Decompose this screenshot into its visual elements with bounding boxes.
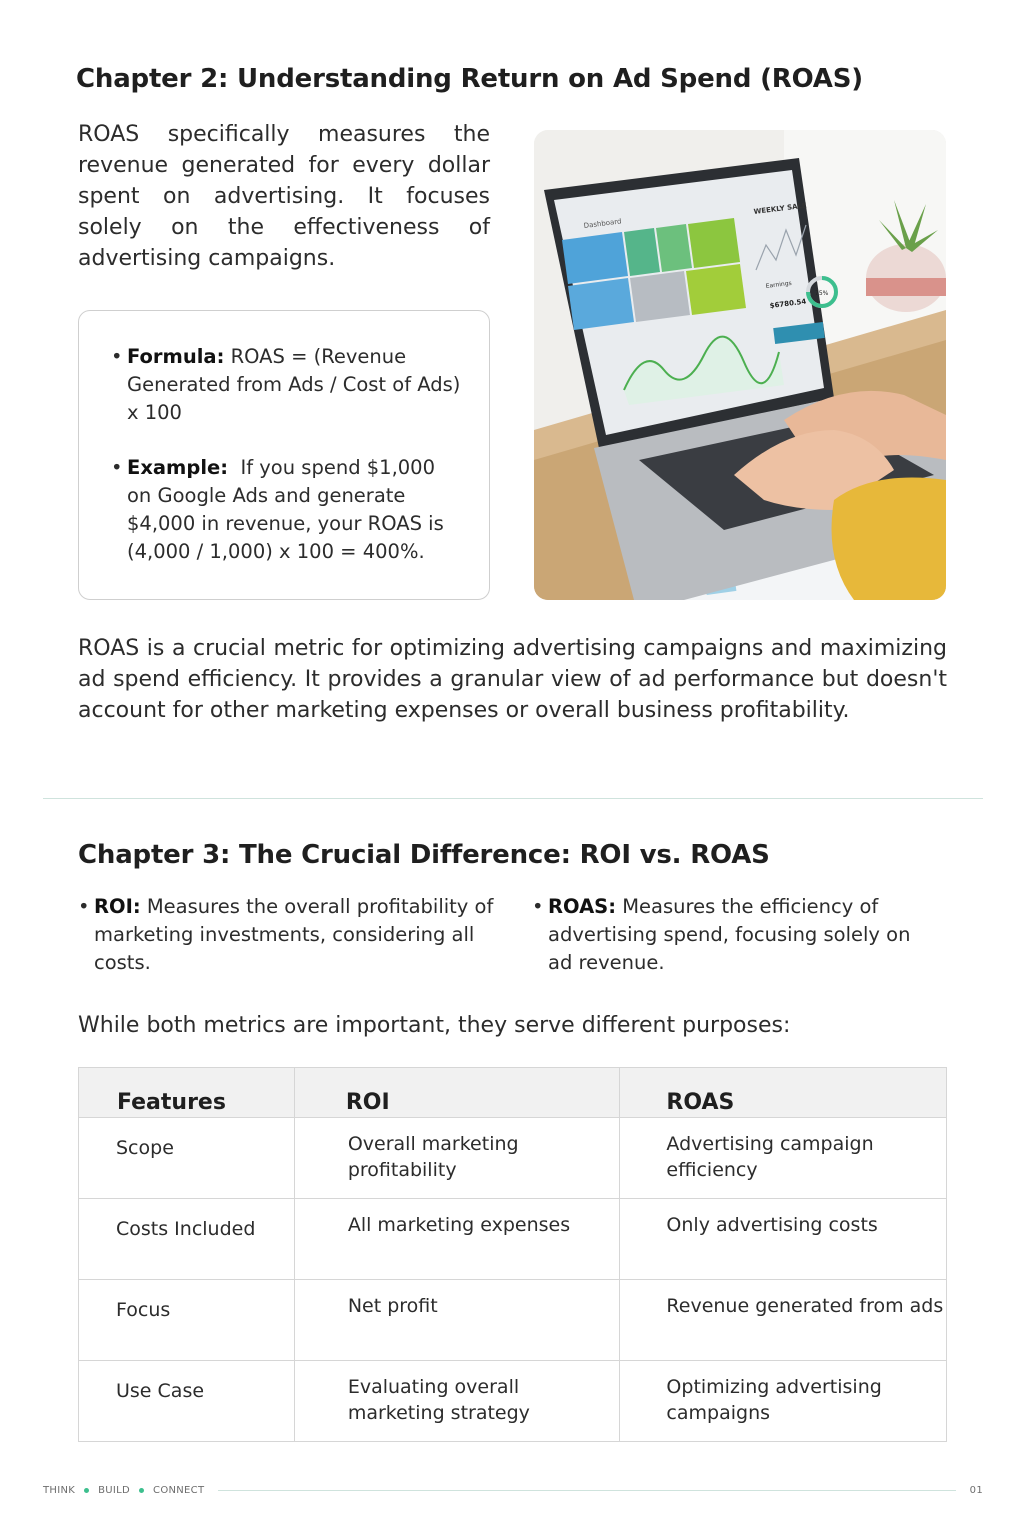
table-cell: Scope xyxy=(79,1118,295,1199)
yellow-sleeve xyxy=(832,478,947,601)
formula-bullet xyxy=(111,343,465,427)
bullet-dot: • xyxy=(111,456,123,479)
roi-definition xyxy=(78,893,498,977)
table-cell: Optimizing advertising campaigns xyxy=(620,1361,947,1442)
chapter-2-title: Chapter 2: Understanding Return on Ad Spend (ROAS) xyxy=(76,64,863,94)
header-features: Features xyxy=(79,1068,295,1118)
earnings-value: $6780.54 xyxy=(769,297,807,310)
table-header-row xyxy=(79,1068,947,1118)
page-footer xyxy=(43,1482,983,1498)
table-cell: Only advertising costs xyxy=(620,1199,947,1280)
formula-text xyxy=(127,343,465,427)
roi-value: Measures the overall profitability of marketing investments, considering all costs. xyxy=(94,895,494,974)
table-row xyxy=(79,1361,947,1442)
table-lead: While both metrics are important, they serve different purposes: xyxy=(78,1013,791,1038)
footer-word-connect: CONNECT xyxy=(153,1484,205,1496)
bullet-dot: • xyxy=(532,895,544,918)
footer-rule xyxy=(218,1490,955,1491)
earnings-label: Earnings xyxy=(765,279,793,290)
roas-intro: ROAS specifically measures the revenue generated for every dollar spent on advertising. It focuses solely on the effectiveness of advertising campaigns. xyxy=(78,122,490,271)
weekly-sale-label: WEEKLY SALE xyxy=(753,201,808,216)
table-cell: Advertising campaign efficiency xyxy=(620,1118,947,1199)
footer-word-build: BUILD xyxy=(98,1484,131,1496)
roas-text xyxy=(548,893,912,977)
table-row xyxy=(79,1118,947,1199)
roas-definition xyxy=(532,893,912,977)
table-cell: All marketing expenses xyxy=(294,1199,620,1280)
table-cell: Costs Included xyxy=(79,1199,295,1280)
example-bullet xyxy=(111,454,465,566)
header-roi: ROI xyxy=(294,1068,620,1118)
percent-label: 75% xyxy=(815,290,829,297)
header-roas: ROAS xyxy=(620,1068,947,1118)
formula-value: ROAS = (Revenue Generated from Ads / Cost of Ads) x 100 xyxy=(127,345,461,424)
example-label: Example: xyxy=(127,456,229,479)
laptop-illustration xyxy=(534,130,946,600)
footer-word-think: THINK xyxy=(43,1484,76,1496)
footer-dot xyxy=(139,1488,144,1493)
table-cell: Net profit xyxy=(294,1280,620,1361)
example-value: If you spend $1,000 on Google Ads and generate $4,000 in revenue, your ROAS is (4,000 / 1,000) x 100 = 400%. xyxy=(127,456,444,563)
table-row xyxy=(79,1280,947,1361)
table-row xyxy=(79,1199,947,1280)
bullet-dot: • xyxy=(78,895,90,918)
chapter-3-title: Chapter 3: The Crucial Difference: ROI vs. ROAS xyxy=(78,840,770,870)
formula-label: Formula: xyxy=(127,345,225,368)
roi-label: ROI: xyxy=(94,895,141,918)
formula-box xyxy=(78,310,490,600)
table-cell: Overall marketing profitability xyxy=(294,1118,620,1199)
table-cell: Use Case xyxy=(79,1361,295,1442)
roas-label: ROAS: xyxy=(548,895,617,918)
table-cell: Revenue generated from ads xyxy=(620,1280,947,1361)
laptop-photo xyxy=(534,130,946,600)
comparison-table xyxy=(78,1067,947,1442)
table-cell: Focus xyxy=(79,1280,295,1361)
bullet-dot: • xyxy=(111,345,123,368)
dashboard-label: Dashboard xyxy=(583,217,622,230)
roi-text xyxy=(94,893,498,977)
section-divider xyxy=(43,798,983,799)
footer-dot xyxy=(84,1488,89,1493)
table-cell: Evaluating overall marketing strategy xyxy=(294,1361,620,1442)
page-number: 01 xyxy=(969,1484,983,1496)
example-text xyxy=(127,454,465,566)
roas-value: Measures the efficiency of advertising spend, focusing solely on ad revenue. xyxy=(548,895,911,974)
roas-summary: ROAS is a crucial metric for optimizing advertising campaigns and maximizing ad spend efficiency. It provides a granular view of ad performance but doesn't account for other marketing expenses or overall business profitability. xyxy=(78,636,947,723)
